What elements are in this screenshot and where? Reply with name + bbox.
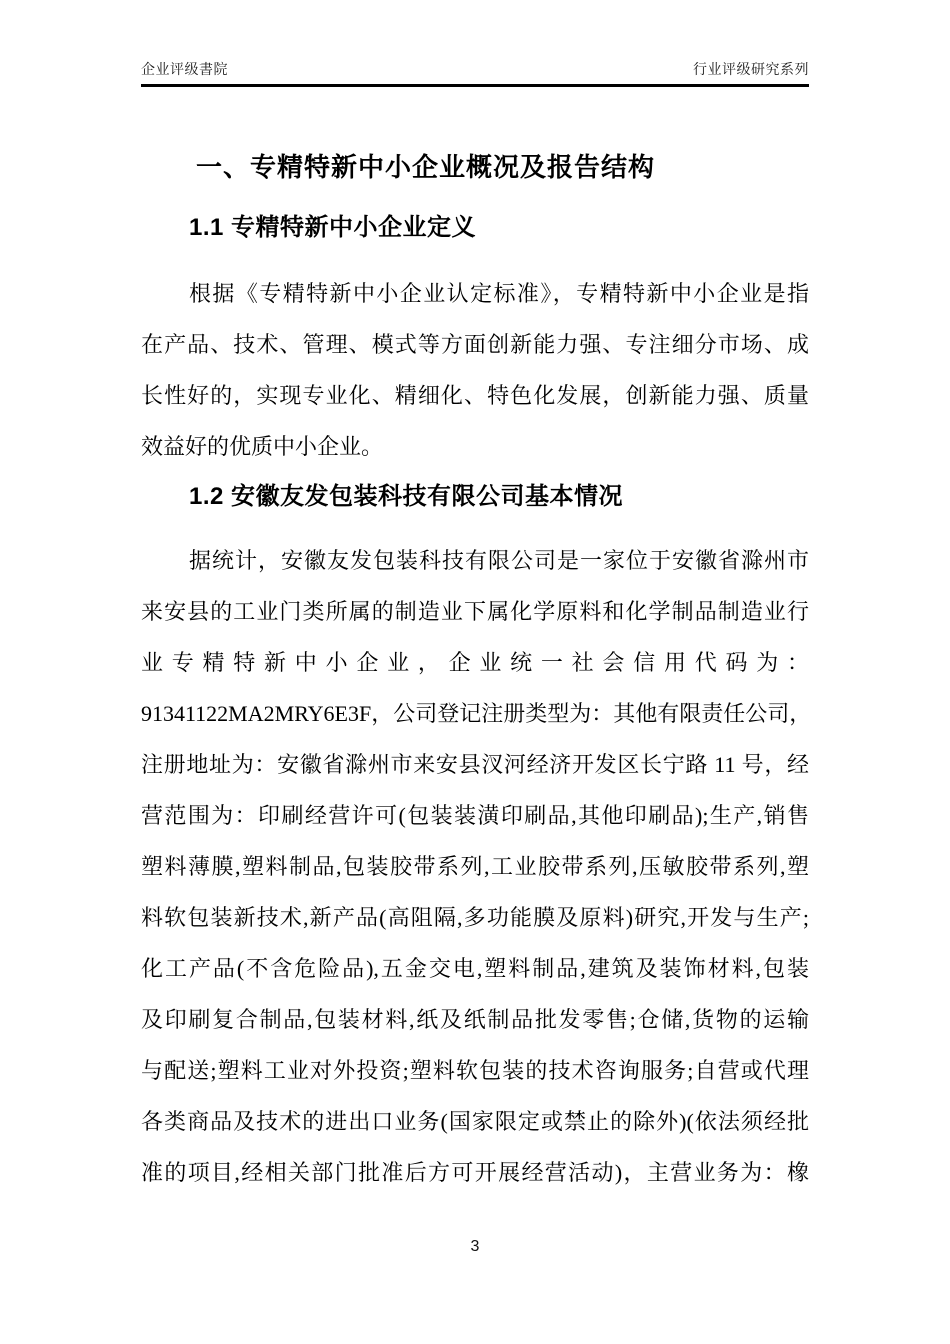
- paragraph-line: 营范围为：印刷经营许可(包装装潢印刷品,其他印刷品);生产,销售: [141, 803, 809, 828]
- section-heading-1-1: 1.1 专精特新中小企业定义: [189, 214, 477, 241]
- paragraph-line: 与配送;塑料工业对外投资;塑料软包装的技术咨询服务;自营或代理: [141, 1058, 809, 1083]
- paragraph-1: [141, 268, 809, 472]
- paragraph-line: 根据《专精特新中小企业认定标准》，专精特新中小企业是指: [189, 281, 809, 306]
- paragraph-line: 及印刷复合制品,包装材料,纸及纸制品批发零售;仓储,货物的运输: [141, 1007, 809, 1032]
- paragraph-line: 业专精特新中小企业，企业统一社会信用代码为：: [141, 650, 809, 675]
- page-header: [141, 0, 809, 87]
- page-number: 3: [470, 1238, 480, 1255]
- section-heading-1-2: 1.2 安徽友发包装科技有限公司基本情况: [189, 483, 624, 510]
- paragraph-line: 准的项目,经相关部门批准后方可开展经营活动)，主营业务为：橡: [141, 1160, 809, 1185]
- paragraph-line: 长性好的，实现专业化、精细化、特色化发展，创新能力强、质量: [141, 383, 809, 408]
- paragraph-line: 来安县的工业门类所属的制造业下属化学原料和化学制品制造业行: [141, 599, 809, 624]
- paragraph-line: 化工产品(不含危险品),五金交电,塑料制品,建筑及装饰材料,包装: [141, 956, 809, 981]
- paragraph-line: 料软包装新技术,新产品(高阻隔,多功能膜及原料)研究,开发与生产;: [141, 905, 809, 930]
- paragraph-line: 91341122MA2MRY6E3F，公司登记注册类型为：其他有限责任公司，: [141, 701, 812, 726]
- paragraph-line: 塑料薄膜,塑料制品,包装胶带系列,工业胶带系列,压敏胶带系列,塑: [141, 854, 809, 879]
- paragraph-2: [141, 535, 812, 1198]
- paragraph-line: 在产品、技术、管理、模式等方面创新能力强、专注细分市场、成: [141, 332, 809, 357]
- header-right-text: 行业评级研究系列: [693, 61, 809, 77]
- paragraph-line: 各类商品及技术的进出口业务(国家限定或禁止的除外)(依法须经批: [141, 1109, 809, 1134]
- paragraph-line: 效益好的优质中小企业。: [141, 434, 384, 459]
- document-title: 一、专精特新中小企业概况及报告结构: [196, 152, 656, 182]
- paragraph-line: 据统计，安徽友发包装科技有限公司是一家位于安徽省滁州市: [189, 548, 809, 573]
- header-left-text: 企业评级書院: [141, 61, 228, 77]
- paragraph-line: 注册地址为：安徽省滁州市来安县汊河经济开发区长宁路 11 号，经: [141, 752, 809, 777]
